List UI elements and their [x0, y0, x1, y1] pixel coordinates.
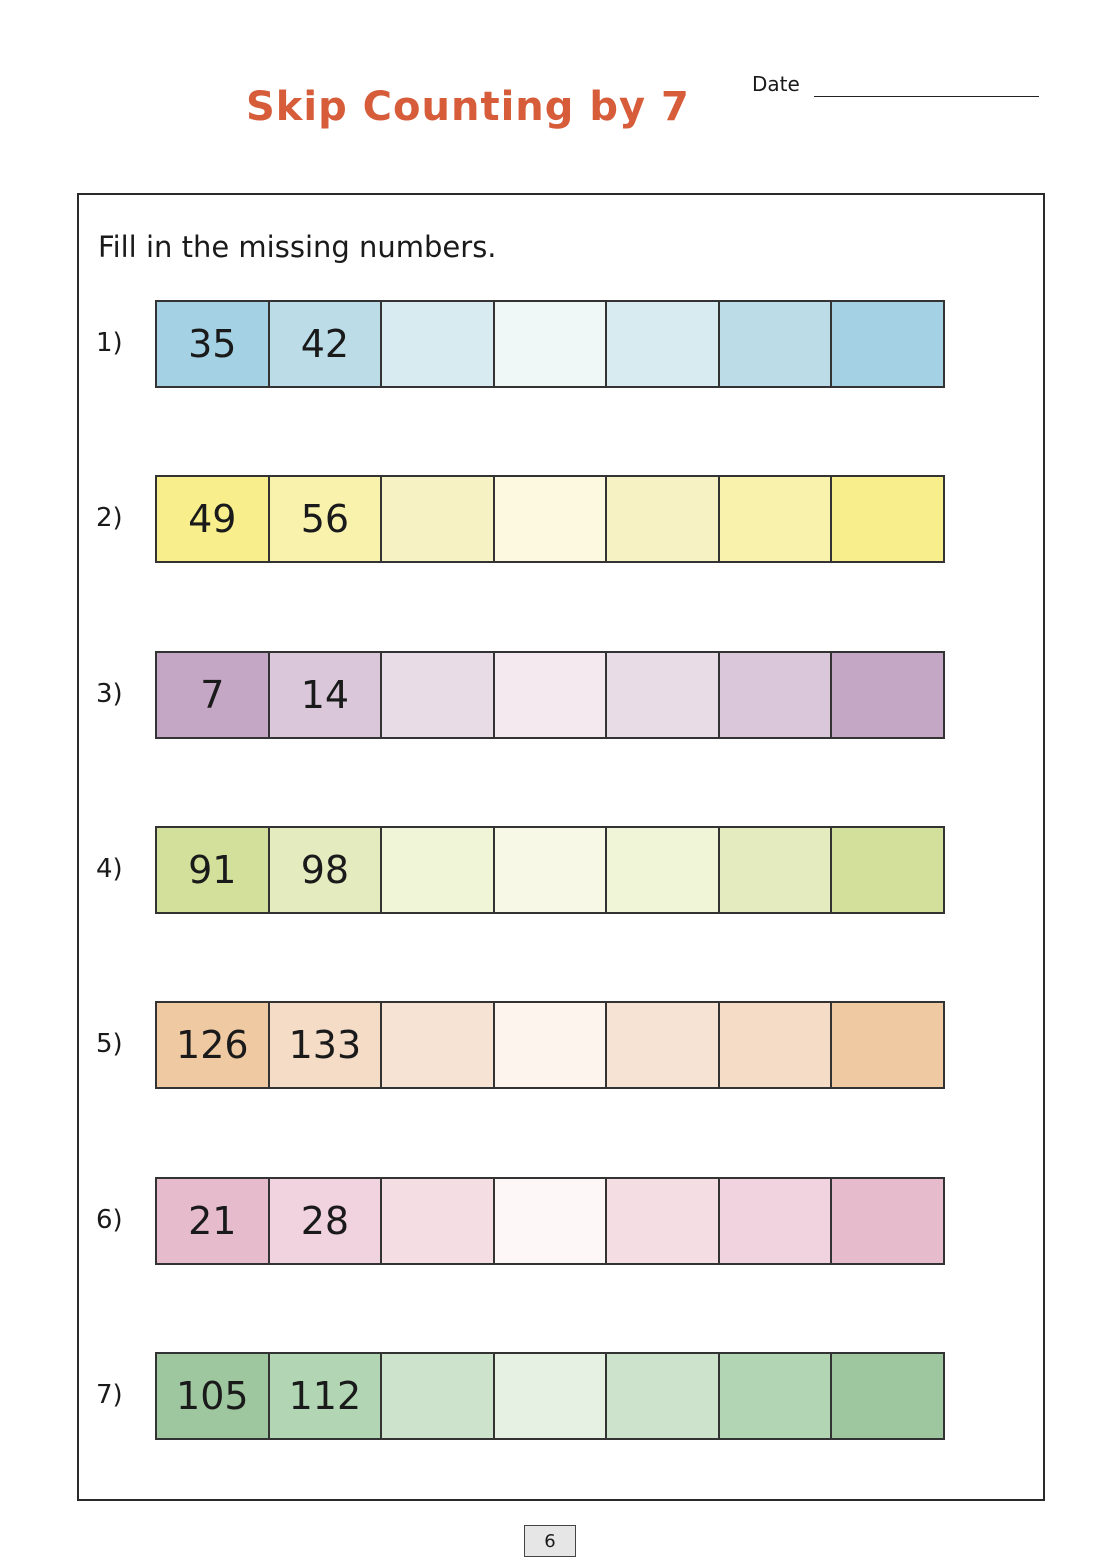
- exercise-number: 6): [96, 1205, 123, 1235]
- date-label: Date: [752, 72, 800, 96]
- answer-box[interactable]: [832, 477, 943, 561]
- given-number: 91: [157, 828, 270, 912]
- answer-box[interactable]: [495, 653, 608, 737]
- answer-box[interactable]: [607, 1179, 720, 1263]
- given-number: 28: [270, 1179, 383, 1263]
- exercise-number: 5): [96, 1029, 123, 1059]
- answer-box[interactable]: [495, 1354, 608, 1438]
- exercise-number: 2): [96, 503, 123, 533]
- given-number: 7: [157, 653, 270, 737]
- given-number: 35: [157, 302, 270, 386]
- instruction-text: Fill in the missing numbers.: [98, 230, 497, 264]
- answer-box[interactable]: [720, 1354, 833, 1438]
- page-number: 6: [544, 1530, 556, 1552]
- answer-box[interactable]: [832, 1354, 943, 1438]
- given-number: 105: [157, 1354, 270, 1438]
- answer-box[interactable]: [607, 1003, 720, 1087]
- answer-box[interactable]: [382, 477, 495, 561]
- answer-box[interactable]: [495, 477, 608, 561]
- answer-box[interactable]: [495, 828, 608, 912]
- exercise-number: 7): [96, 1380, 123, 1410]
- given-number: 56: [270, 477, 383, 561]
- answer-box[interactable]: [720, 1003, 833, 1087]
- given-number: 126: [157, 1003, 270, 1087]
- answer-box[interactable]: [382, 653, 495, 737]
- answer-box[interactable]: [495, 1003, 608, 1087]
- given-number: 42: [270, 302, 383, 386]
- given-number: 21: [157, 1179, 270, 1263]
- answer-box[interactable]: [607, 302, 720, 386]
- answer-box[interactable]: [382, 1179, 495, 1263]
- answer-box[interactable]: [382, 1003, 495, 1087]
- answer-box[interactable]: [607, 477, 720, 561]
- exercise-number: 1): [96, 328, 123, 358]
- answer-box[interactable]: [720, 302, 833, 386]
- answer-box[interactable]: [832, 828, 943, 912]
- answer-box[interactable]: [720, 828, 833, 912]
- answer-box[interactable]: [832, 1179, 943, 1263]
- number-strip: [155, 651, 945, 739]
- given-number: 98: [270, 828, 383, 912]
- answer-box[interactable]: [832, 1003, 943, 1087]
- answer-box[interactable]: [382, 302, 495, 386]
- number-strip: [155, 300, 945, 388]
- given-number: 133: [270, 1003, 383, 1087]
- answer-box[interactable]: [832, 302, 943, 386]
- answer-box[interactable]: [495, 1179, 608, 1263]
- answer-box[interactable]: [382, 1354, 495, 1438]
- answer-box[interactable]: [495, 302, 608, 386]
- number-strip: [155, 1177, 945, 1265]
- number-strip: [155, 475, 945, 563]
- answer-box[interactable]: [720, 1179, 833, 1263]
- answer-box[interactable]: [382, 828, 495, 912]
- exercise-number: 3): [96, 679, 123, 709]
- page-number-box: [524, 1525, 576, 1557]
- given-number: 14: [270, 653, 383, 737]
- number-strip: [155, 826, 945, 914]
- given-number: 49: [157, 477, 270, 561]
- exercise-number: 4): [96, 854, 123, 884]
- answer-box[interactable]: [607, 653, 720, 737]
- answer-box[interactable]: [832, 653, 943, 737]
- page-title: Skip Counting by 7: [246, 84, 690, 130]
- answer-box[interactable]: [607, 1354, 720, 1438]
- answer-box[interactable]: [720, 477, 833, 561]
- number-strip: [155, 1001, 945, 1089]
- answer-box[interactable]: [607, 828, 720, 912]
- given-number: 112: [270, 1354, 383, 1438]
- answer-box[interactable]: [720, 653, 833, 737]
- date-field-line[interactable]: [814, 96, 1039, 97]
- number-strip: [155, 1352, 945, 1440]
